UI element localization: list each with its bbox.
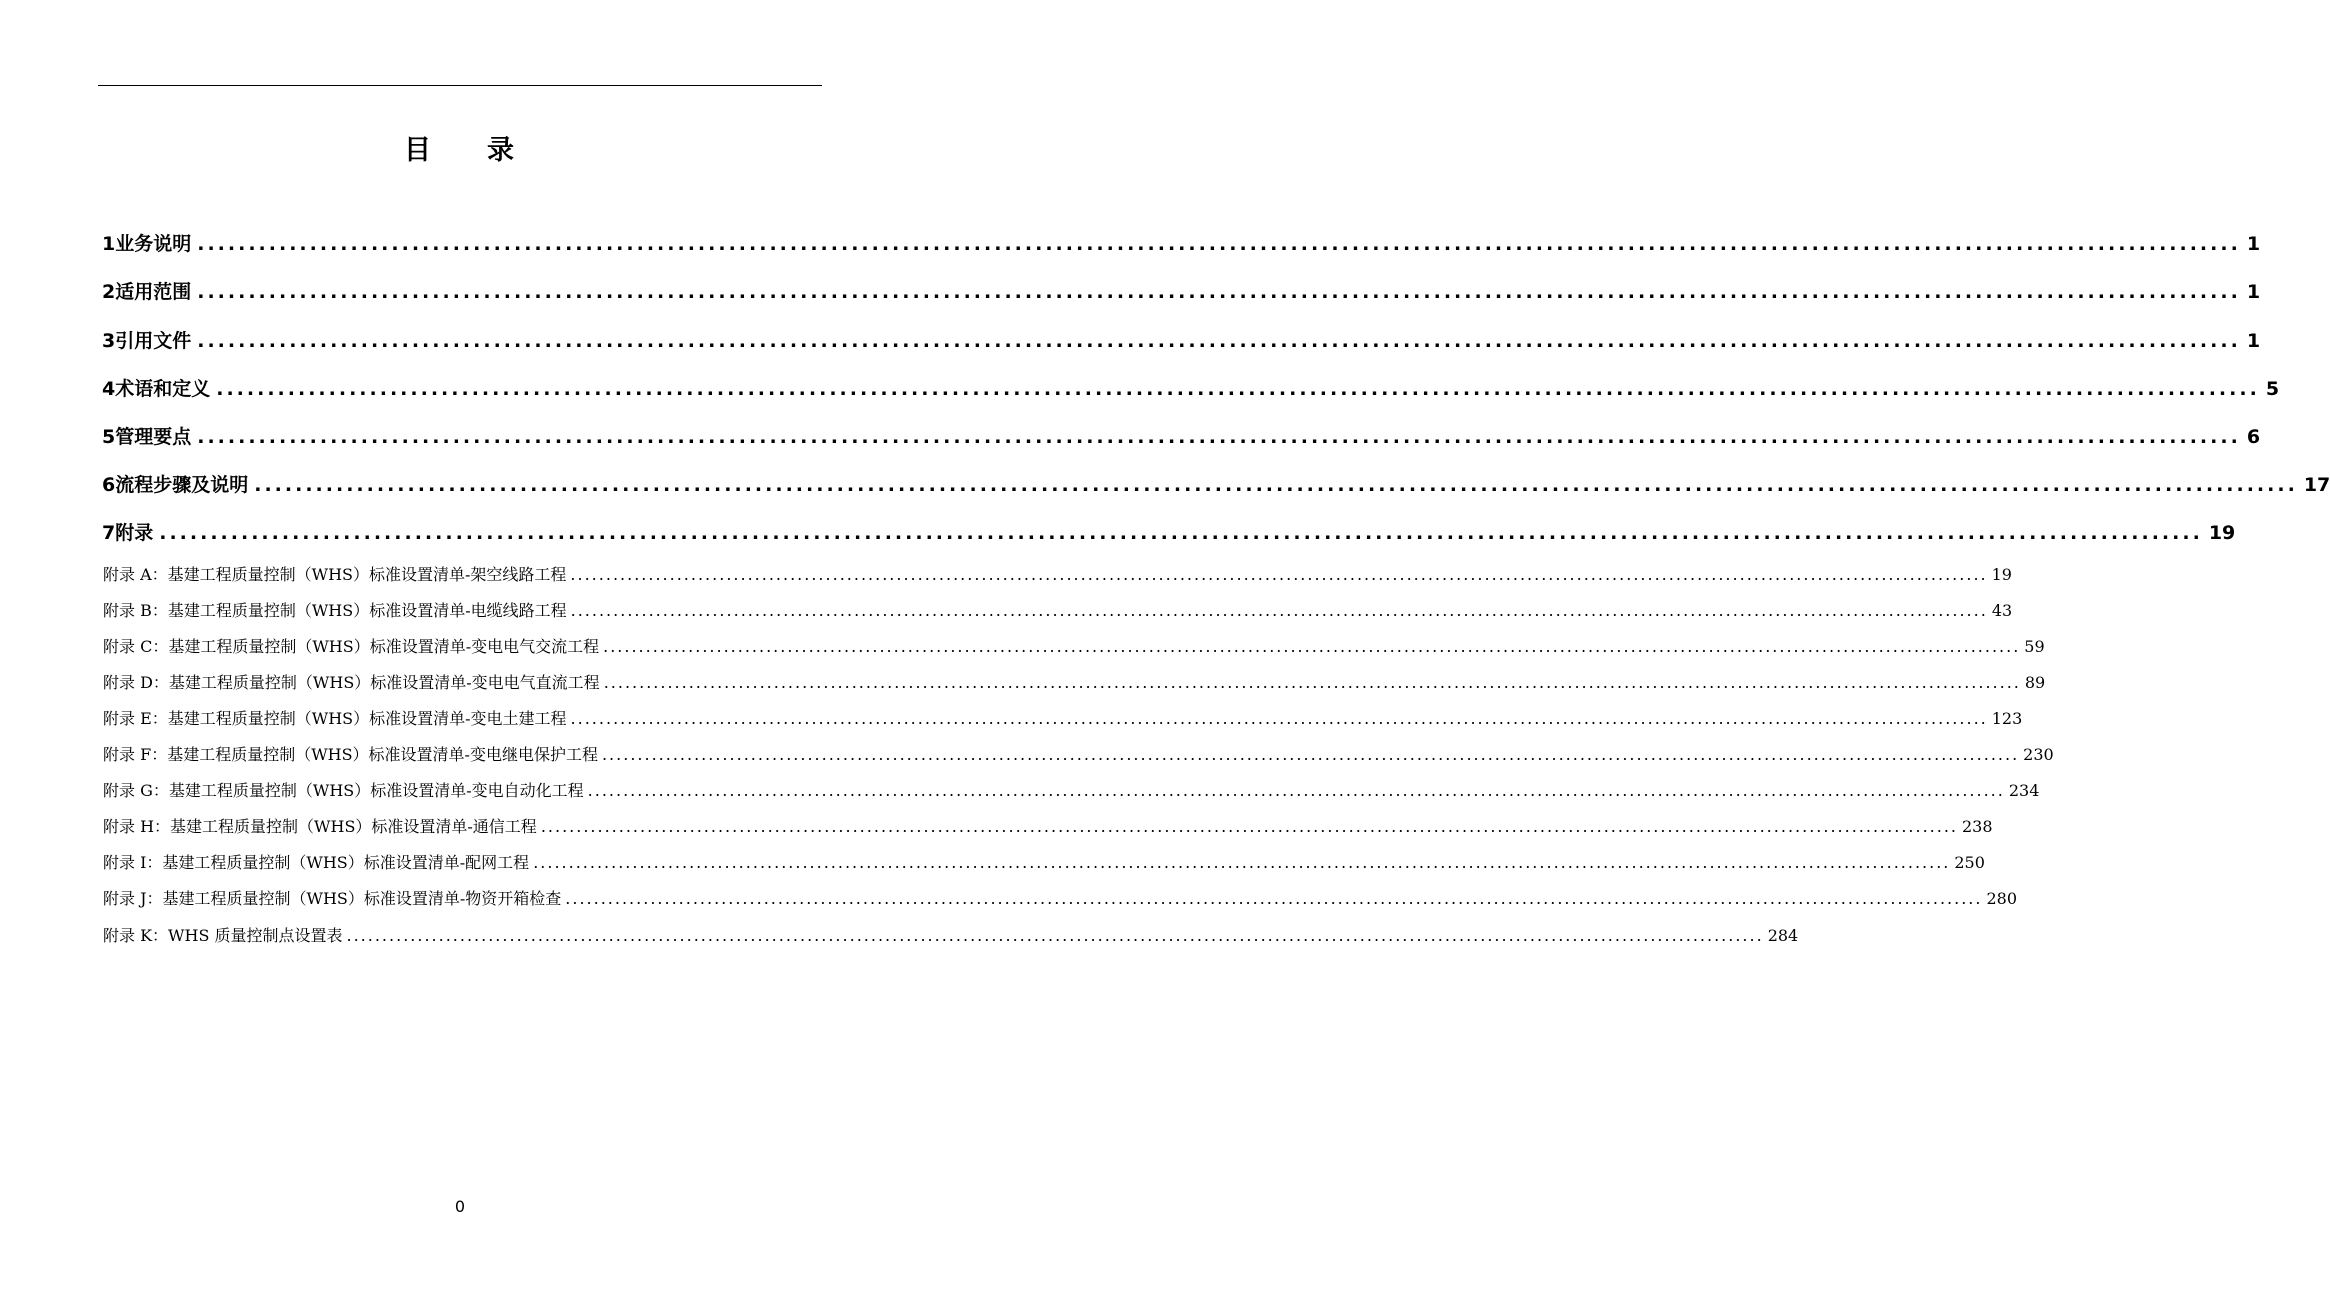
- toc-entry-label: 业务说明: [115, 233, 192, 255]
- dot-leader: ........................................................................................................................................................................................................: [197, 330, 2241, 352]
- toc-appendix-label: 附录 K：WHS 质量控制点设置表: [103, 926, 343, 945]
- toc-entry-page: 5: [2265, 378, 2280, 400]
- toc-appendix-entry[interactable]: [98, 850, 1985, 880]
- dot-leader: ........................................................................................................................................................................................................: [601, 745, 2020, 764]
- toc-appendix-page: 284: [1767, 926, 1799, 945]
- dot-leader: ........................................................................................................................................................................................................: [533, 853, 1951, 872]
- toc-entry[interactable]: [98, 422, 2261, 452]
- dot-leader: ........................................................................................................................................................................................................: [216, 378, 2260, 400]
- toc-appendix-page: 89: [2024, 673, 2046, 692]
- toc-entry-page: 6: [2246, 426, 2261, 448]
- toc-entry-label: 流程步骤及说明: [115, 474, 249, 496]
- toc-entry-label: 适用范围: [115, 281, 192, 303]
- toc-appendix-entry[interactable]: [98, 670, 2046, 700]
- toc-entry-number: 5: [102, 426, 116, 448]
- toc-entry-page: 17: [2303, 474, 2330, 496]
- toc-appendix-page: 59: [2024, 637, 2045, 656]
- toc-entry-page: 1: [2246, 330, 2261, 352]
- toc-appendix-label: 附录 E：基建工程质量控制（WHS）标准设置清单-变电土建工程: [103, 709, 567, 728]
- toc-appendix-page: 280: [1986, 889, 2018, 908]
- dot-leader: ........................................................................................................................................................................................................: [197, 233, 2241, 255]
- toc-appendix-entry[interactable]: [98, 886, 2018, 916]
- toc-appendix-page: 19: [1991, 565, 2012, 584]
- toc-appendix-page: 123: [1991, 709, 2023, 728]
- toc-appendix-label: 附录 J：基建工程质量控制（WHS）标准设置清单-物资开箱检查: [103, 889, 562, 908]
- dot-leader: ........................................................................................................................................................................................................: [254, 474, 2298, 496]
- toc-appendix-entry[interactable]: [98, 634, 2045, 664]
- dot-leader: ........................................................................................................................................................................................................: [570, 565, 1988, 584]
- toc-appendix-entry[interactable]: [98, 562, 2012, 592]
- toc-entry[interactable]: [98, 470, 2330, 500]
- toc-entry[interactable]: [98, 518, 2236, 548]
- toc-appendix-label: 附录 B：基建工程质量控制（WHS）标准设置清单-电缆线路工程: [103, 601, 567, 620]
- toc-entry-number: 7: [102, 522, 116, 544]
- toc-appendix-entry[interactable]: [98, 778, 2040, 808]
- toc-appendix-entry[interactable]: [98, 814, 1993, 844]
- toc-entry-number: 3: [102, 330, 116, 352]
- toc-appendix-label: 附录 H：基建工程质量控制（WHS）标准设置清单-通信工程: [103, 817, 537, 836]
- dot-leader: ........................................................................................................................................................................................................: [570, 709, 1988, 728]
- toc-entry-page: 1: [2246, 233, 2261, 255]
- toc-appendix-page: 43: [1991, 601, 2013, 620]
- toc-title-part2: 录: [487, 135, 516, 166]
- dot-leader: ........................................................................................................................................................................................................: [346, 926, 1764, 945]
- toc-entry-page: 19: [2208, 522, 2236, 544]
- toc-entry-number: 4: [102, 378, 116, 400]
- toc-entry[interactable]: [98, 326, 2261, 356]
- toc-entry-number: 2: [102, 281, 116, 303]
- page-number: 0: [454, 1197, 466, 1216]
- toc-entry[interactable]: [98, 229, 2261, 259]
- dot-leader: ........................................................................................................................................................................................................: [603, 637, 2021, 656]
- toc-entry-number: 1: [102, 233, 116, 255]
- dot-leader: ........................................................................................................................................................................................................: [587, 781, 2005, 800]
- dot-leader: ........................................................................................................................................................................................................: [540, 817, 1958, 836]
- dot-leader: ........................................................................................................................................................................................................: [197, 426, 2241, 448]
- toc-entry-label: 管理要点: [115, 426, 192, 448]
- toc-appendix-entry[interactable]: [98, 923, 1799, 953]
- dot-leader: ........................................................................................................................................................................................................: [197, 281, 2241, 303]
- header-rule: [98, 85, 822, 86]
- toc-appendix-label: 附录 A：基建工程质量控制（WHS）标准设置清单-架空线路工程: [103, 565, 567, 584]
- toc-appendix-label: 附录 G：基建工程质量控制（WHS）标准设置清单-变电自动化工程: [103, 781, 584, 800]
- toc-title-part1: 目: [404, 135, 433, 166]
- toc-appendix-page: 238: [1962, 817, 1993, 836]
- toc-appendix-entry[interactable]: [98, 598, 2013, 628]
- toc-appendix-label: 附录 I：基建工程质量控制（WHS）标准设置清单-配网工程: [103, 853, 530, 872]
- toc-entry-label: 引用文件: [115, 330, 192, 352]
- toc-entry-label: 术语和定义: [115, 378, 211, 400]
- toc-appendix-label: 附录 C：基建工程质量控制（WHS）标准设置清单-变电电气交流工程: [103, 637, 600, 656]
- toc-appendix-label: 附录 D：基建工程质量控制（WHS）标准设置清单-变电电气直流工程: [103, 673, 600, 692]
- toc-appendix-entry[interactable]: [98, 706, 2023, 736]
- toc-appendix-label: 附录 F：基建工程质量控制（WHS）标准设置清单-变电继电保护工程: [103, 745, 598, 764]
- toc-entry-page: 1: [2246, 281, 2261, 303]
- toc-entry[interactable]: [98, 374, 2280, 404]
- dot-leader: ........................................................................................................................................................................................................: [603, 673, 2021, 692]
- toc-entry-number: 6: [102, 474, 116, 496]
- toc-appendix-page: 234: [2008, 781, 2040, 800]
- toc-appendix-page: 250: [1954, 853, 1985, 872]
- dot-leader: ........................................................................................................................................................................................................: [570, 601, 1988, 620]
- toc-title: [0, 128, 920, 167]
- dot-leader: ........................................................................................................................................................................................................: [159, 522, 2203, 544]
- toc-entry-label: 附录: [115, 522, 154, 544]
- dot-leader: ........................................................................................................................................................................................................: [565, 889, 1983, 908]
- toc-appendix-page: 230: [2023, 745, 2054, 764]
- toc-appendix-entry[interactable]: [98, 742, 2054, 772]
- toc-entry[interactable]: [98, 277, 2261, 307]
